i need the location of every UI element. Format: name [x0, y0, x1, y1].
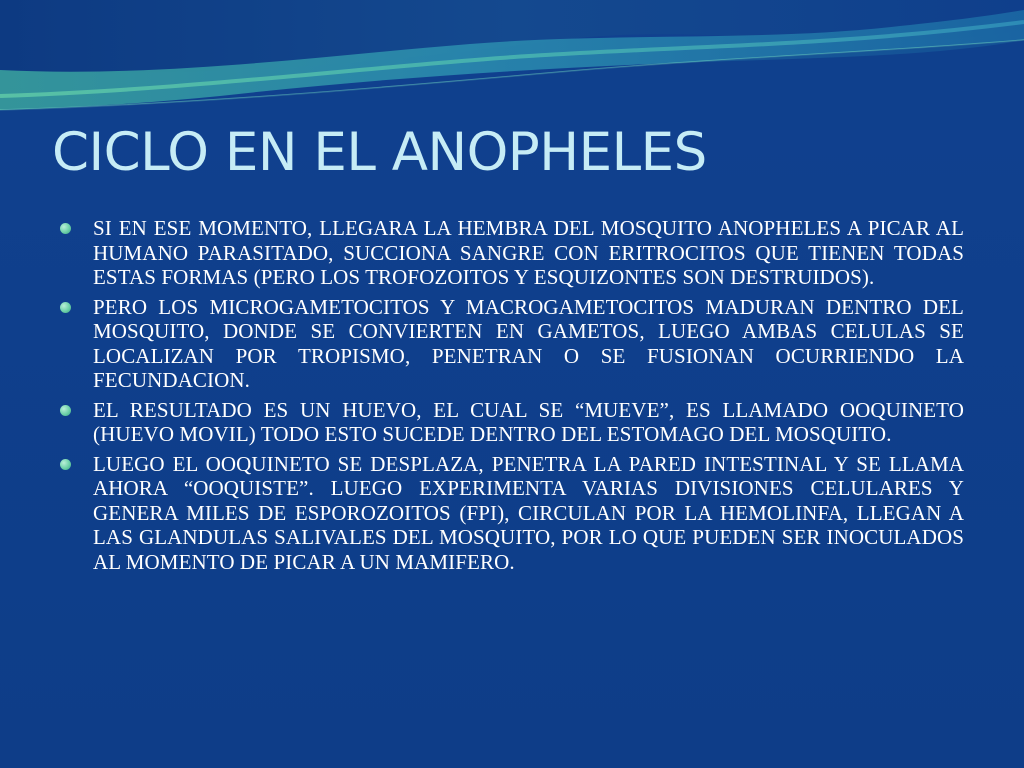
bullet-text: EL RESULTADO ES UN HUEVO, EL CUAL SE “MUEVE”, ES LLAMADO OOQUINETO (HUEVO MOVIL) TODO ESTO SUCEDE DENTRO DEL ESTOMAGO DEL MOSQUITO.	[93, 397, 964, 446]
bullet-item	[60, 452, 964, 575]
bullet-dot-icon	[60, 302, 71, 313]
bullet-text: PERO LOS MICROGAMETOCITOS Y MACROGAMETOCITOS MADURAN DENTRO DEL MOSQUITO, DONDE SE CONVIERTEN EN GAMETOS, LUEGO AMBAS CELULAS SE LOCALIZAN POR TROPISMO, PENETRAN O SE FUSIONAN OCURRIENDO LA FECUNDACION.	[93, 294, 964, 392]
bullet-item	[60, 295, 964, 393]
bullet-text: LUEGO EL OOQUINETO SE DESPLAZA, PENETRA LA PARED INTESTINAL Y SE LLAMA AHORA “OOQUISTE”. LUEGO EXPERIMENTA VARIAS DIVISIONES CELULARES Y GENERA MILES DE ESPOROZOITOS (FPI), CIRCULAN POR LA HEMOLINFA, LLEGAN A LAS GLANDULAS SALIVALES DEL MOSQUITO, POR LO QUE PUEDEN SER INOCULADOS AL MOMENTO DE PICAR A UN MAMIFERO.	[93, 451, 964, 574]
bullet-item	[60, 216, 964, 290]
bullet-item	[60, 398, 964, 447]
bullet-dot-icon	[60, 405, 71, 416]
bullet-text: SI EN ESE MOMENTO, LLEGARA LA HEMBRA DEL MOSQUITO ANOPHELES A PICAR AL HUMANO PARASITADO, SUCCIONA SANGRE CON ERITROCITOS QUE TIENEN TODAS ESTAS FORMAS (PERO LOS TROFOZOITOS Y ESQUIZONTES SON DESTRUIDOS).	[93, 216, 964, 289]
bullet-dot-icon	[60, 223, 71, 234]
bullet-list	[60, 216, 964, 579]
bullet-dot-icon	[60, 459, 71, 470]
slide-title: CICLO EN EL ANOPHELES	[52, 122, 707, 183]
wave-header-decoration	[0, 0, 1024, 130]
